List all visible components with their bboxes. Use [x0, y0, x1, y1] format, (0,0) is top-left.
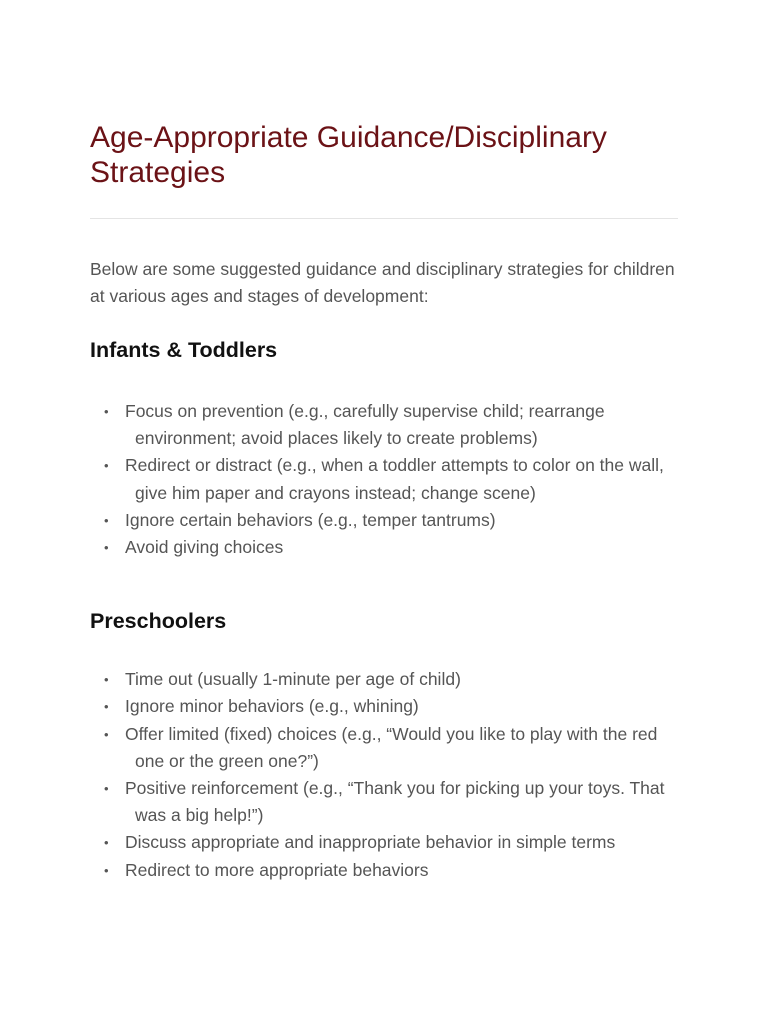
list-item-text: Time out (usually 1-minute per age of child): [125, 669, 461, 690]
list-item: [104, 666, 678, 693]
list-item: [104, 452, 678, 506]
section-heading-infants-toddlers: Infants & Toddlers: [90, 338, 278, 362]
list-item: [104, 829, 678, 856]
title-divider: [90, 218, 678, 219]
bullet-icon: •: [104, 458, 109, 474]
list-item-text: Focus on prevention (e.g., carefully supervise child; rearrange environment; avoid places likely to create problems): [125, 401, 605, 449]
section-heading-preschoolers: Preschoolers: [90, 609, 227, 634]
section-infants-toddlers: [90, 336, 678, 561]
list-item: [104, 775, 678, 829]
bullet-icon: •: [104, 699, 109, 715]
list-item-text: Discuss appropriate and inappropriate behavior in simple terms: [125, 832, 616, 853]
list-item-text: Redirect to more appropriate behaviors: [125, 859, 429, 880]
bullet-icon: •: [104, 862, 109, 878]
list-item-text: Ignore certain behaviors (e.g., temper tantrums): [125, 509, 496, 530]
list-item: [104, 693, 678, 720]
bullet-icon: •: [104, 540, 109, 556]
list-item-text: Avoid giving choices: [125, 537, 284, 558]
bullet-icon: •: [104, 404, 109, 419]
list-item: [104, 721, 678, 775]
page-title: Age-Appropriate Guidance/Disciplinary Strategies: [90, 121, 607, 189]
intro-paragraph: Below are some suggested guidance and disciplinary strategies for children at various ages and stages of development:: [90, 259, 675, 306]
preschoolers-list: [90, 666, 678, 884]
bullet-icon: •: [104, 512, 109, 528]
list-item-text: Ignore minor behaviors (e.g., whining): [125, 696, 419, 717]
bullet-icon: •: [104, 726, 109, 742]
list-item: [104, 398, 678, 452]
section-preschoolers: [90, 607, 678, 884]
list-item-text: Redirect or distract (e.g., when a toddler attempts to color on the wall, give him paper and crayons instead; change scene): [125, 455, 664, 503]
list-item: [104, 507, 678, 534]
article: [90, 120, 678, 884]
list-item-text: Positive reinforcement (e.g., “Thank you for picking up your toys. That was a big help!”): [125, 778, 665, 826]
list-item: [104, 534, 678, 561]
bullet-icon: •: [104, 672, 109, 688]
bullet-icon: •: [104, 781, 109, 797]
list-item-text: Offer limited (fixed) choices (e.g., “Would you like to play with the red one or the green one?”): [125, 723, 658, 771]
list-item: [104, 857, 678, 884]
infants-toddlers-list: [90, 398, 678, 561]
bullet-icon: •: [104, 835, 109, 851]
